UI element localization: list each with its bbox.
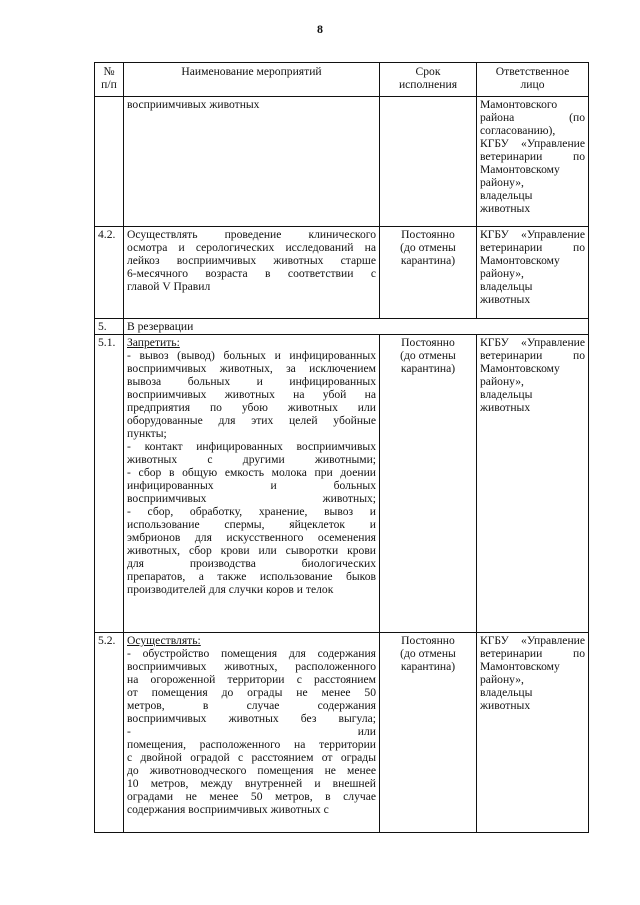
deadline-text-line: Постоянно	[401, 228, 455, 241]
responsible-text	[477, 335, 589, 633]
measure-text-line: Запретить:	[127, 336, 180, 349]
measure-text-line: восприимчивых животных на убой на	[127, 388, 376, 401]
table-row	[95, 335, 589, 633]
measure-text	[124, 97, 380, 227]
measure-text-line: восприимчивых животных	[127, 98, 260, 111]
responsible-text-line: владельцы	[480, 189, 533, 202]
responsible-text-line: ветеринарии по	[480, 349, 585, 362]
deadline-text	[380, 633, 477, 833]
responsible-text	[477, 227, 589, 319]
measure-text-line: предприятия по убою животных или	[127, 401, 376, 414]
responsible-text-line: КГБУ «Управление	[480, 137, 585, 150]
row-number: 5.2.	[95, 633, 124, 833]
measure-text-line: 6-месячного возраста в соответствии с	[127, 267, 376, 280]
measure-text-line: содержания восприимчивых животных с	[127, 803, 329, 816]
responsible-text-line: владельцы	[480, 280, 533, 293]
measure-text	[124, 227, 380, 319]
responsible-text-line: владельцы	[480, 388, 533, 401]
responsible-text-line: КГБУ «Управление	[480, 634, 585, 647]
section-title: В резервации	[124, 319, 589, 335]
header-responsible: Ответственное лицо	[477, 63, 589, 97]
measure-text-line: использование спермы, яйцеклеток и	[127, 518, 376, 531]
measure-text-line: животных, сбор крови или сыворотки крови	[127, 544, 376, 557]
measure-text-line: - сбор в общую емкость молока при доении	[127, 466, 376, 479]
row-number: 4.2.	[95, 227, 124, 319]
header-number: № п/п	[95, 63, 124, 97]
deadline-text-line: (до отмены	[400, 647, 456, 660]
responsible-text-line: согласованию),	[480, 124, 556, 137]
responsible-text-line: владельцы	[480, 686, 533, 699]
measure-text-line: для производства биологических	[127, 557, 376, 570]
measure-text-line: главой V Правил	[127, 280, 211, 293]
deadline-text-line: карантина)	[400, 362, 456, 375]
table-row	[95, 633, 589, 833]
measure-text-line: Осуществлять:	[127, 634, 201, 647]
deadline-text-line: (до отмены	[400, 241, 456, 254]
measure-text-line: - или	[127, 725, 376, 738]
responsible-text-line: Мамонтовскому	[480, 254, 560, 267]
measure-text	[124, 335, 380, 633]
measure-text-line: восприимчивых животных, за исключением	[127, 362, 376, 375]
responsible-text-line: Мамонтовскому	[480, 660, 560, 673]
measure-text-line: эмбрионов для искусственного осеменения	[127, 531, 376, 544]
measure-text-line: лейкоз восприимчивых животных старше	[127, 254, 376, 267]
deadline-text-line: Постоянно	[401, 634, 455, 647]
responsible-text-line: ветеринарии по	[480, 647, 585, 660]
measures-table	[94, 62, 589, 833]
responsible-text-line: Мамонтовского	[480, 98, 558, 111]
measure-text-line: производителей для случки коров и телок	[127, 583, 334, 596]
measure-text-line: на огороженной территории с расстоянием	[127, 673, 376, 686]
measure-text-line: 10 метров, между внутренней и внешней	[127, 777, 376, 790]
measure-text-line: оградами не менее 50 метров, в случае	[127, 790, 376, 803]
measure-text-line: пункты;	[127, 427, 167, 440]
responsible-text-line: КГБУ «Управление	[480, 336, 585, 349]
measure-text-line: животных с другими животными;	[127, 453, 376, 466]
responsible-text-line: району»,	[480, 267, 524, 280]
row-number: 5.	[95, 319, 124, 335]
responsible-text-line: животных	[480, 401, 531, 414]
responsible-text-line: животных	[480, 202, 531, 215]
responsible-text-line: Мамонтовскому	[480, 362, 560, 375]
responsible-text-line: ветеринарии по	[480, 241, 585, 254]
measure-text-line: осмотра и серологических исследований на	[127, 241, 376, 254]
responsible-text	[477, 633, 589, 833]
measure-text-line: восприимчивых животных, расположенного	[127, 660, 376, 673]
responsible-text-line: району»,	[480, 673, 524, 686]
deadline-text	[380, 97, 477, 227]
deadline-text	[380, 227, 477, 319]
measure-text-line: - обустройство помещения для содержания	[127, 647, 376, 660]
responsible-text-line: району»,	[480, 176, 524, 189]
table-row	[95, 319, 589, 335]
responsible-text-line: района (по	[480, 111, 585, 124]
header-deadline: Срок исполнения	[380, 63, 477, 97]
measure-text-line: - вывоз (вывод) больных и инфицированных	[127, 349, 376, 362]
deadline-text-line: карантина)	[400, 660, 456, 673]
header-measures: Наименование мероприятий	[124, 63, 380, 97]
responsible-text-line: животных	[480, 699, 531, 712]
measure-text-line: вывоза больных и инфицированных	[127, 375, 376, 388]
measure-text-line: оборудованные для этих целей убойные	[127, 414, 376, 427]
deadline-text-line: карантина)	[400, 254, 456, 267]
table-header-row	[95, 63, 589, 97]
measure-text-line: восприимчивых животных без выгула;	[127, 712, 376, 725]
measure-text-line: от помещения до ограды не менее 50	[127, 686, 376, 699]
row-number: 5.1.	[95, 335, 124, 633]
measure-text-line: восприимчивых животных;	[127, 492, 376, 505]
page-number: 8	[317, 22, 323, 36]
deadline-text-line: (до отмены	[400, 349, 456, 362]
measure-text-line: метров, в случае содержания	[127, 699, 376, 712]
measure-text-line: до животноводческого помещения не менее	[127, 764, 376, 777]
table-row	[95, 227, 589, 319]
measure-text-line: препаратов, а также использование быков	[127, 570, 376, 583]
responsible-text-line: Мамонтовскому	[480, 163, 560, 176]
measure-text-line: - сбор, обработку, хранение, вывоз и	[127, 505, 376, 518]
responsible-text-line: ветеринарии по	[480, 150, 585, 163]
responsible-text-line: животных	[480, 293, 531, 306]
measure-text-line: помещения, расположенного на территории	[127, 738, 376, 751]
deadline-text	[380, 335, 477, 633]
measure-text	[124, 633, 380, 833]
deadline-text-line: Постоянно	[401, 336, 455, 349]
responsible-text-line: району»,	[480, 375, 524, 388]
responsible-text	[477, 97, 589, 227]
measure-text-line: с двойной оградой с расстоянием от ограды	[127, 751, 376, 764]
measure-text-line: Осуществлять проведение клинического	[127, 228, 376, 241]
responsible-text-line: КГБУ «Управление	[480, 228, 585, 241]
row-number	[95, 97, 124, 227]
measure-text-line: инфицированных и больных	[127, 479, 376, 492]
measure-text-line: - контакт инфицированных восприимчивых	[127, 440, 376, 453]
table-row	[95, 97, 589, 227]
